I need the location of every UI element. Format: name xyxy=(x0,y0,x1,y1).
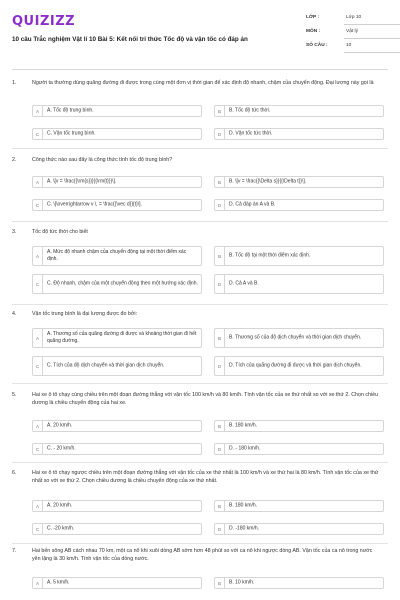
option-text: D. - 180 km/h. xyxy=(229,445,261,452)
option-text: A. 20 km/h. xyxy=(47,502,73,509)
option-text: A. 20 km/h. xyxy=(47,422,73,429)
option-text: D. Cả đáp án A và B. xyxy=(229,201,276,208)
option-text: D. -180 km/h. xyxy=(229,525,260,532)
option-text: D. Tích của quãng đường đi được và thời gian dịch chuyển. xyxy=(229,362,362,369)
option-letter: D xyxy=(215,444,225,454)
question-divider xyxy=(12,148,388,149)
option-d[interactable] xyxy=(214,199,384,211)
option-b[interactable] xyxy=(214,105,384,117)
page-title: 10 câu Trắc nghiệm Vật lí 10 Bài 5: Kết nối tri thức Tốc độ và vận tốc có đáp án xyxy=(12,36,248,43)
option-letter: B xyxy=(215,578,225,588)
option-letter: C xyxy=(33,357,43,375)
option-letter: C xyxy=(33,275,43,293)
option-text: C. Độ nhanh, chậm của một chuyển động theo một hướng xác định. xyxy=(47,280,198,287)
option-letter: A xyxy=(33,578,43,588)
meta-value: 10 xyxy=(346,43,352,48)
option-b[interactable] xyxy=(214,500,384,512)
option-text: A. Mức độ nhanh chậm của chuyển động tại một thời điểm xác định. xyxy=(47,249,187,262)
option-c[interactable] xyxy=(32,356,202,376)
option-letter: B xyxy=(215,421,225,431)
option-c[interactable] xyxy=(32,274,202,294)
option-text: A. Tốc độ trung bình. xyxy=(47,107,94,114)
option-text: A. 5 km/h. xyxy=(47,579,70,586)
option-text: C. -20 km/h. xyxy=(47,525,75,532)
option-letter: B xyxy=(215,501,225,511)
question-text: Tốc độ tức thời cho biết xyxy=(32,229,88,235)
option-letter: A xyxy=(33,329,43,347)
option-text: C. - 20 km/h. xyxy=(47,445,76,452)
option-letter: B xyxy=(215,106,225,116)
option-letter: B xyxy=(215,329,225,347)
option-a[interactable] xyxy=(32,246,202,266)
question-number: 7. xyxy=(12,548,17,554)
option-d[interactable] xyxy=(214,128,384,140)
option-text: C. \[\overrightarrow v \, = \frac{{\vec d}}{t}\]. xyxy=(47,201,142,208)
question-number: 4. xyxy=(12,311,17,317)
option-text: B. Tốc độ tại một thời điểm xác định. xyxy=(229,252,311,259)
option-letter: C xyxy=(33,444,43,454)
question-number: 6. xyxy=(12,470,17,476)
option-letter: D xyxy=(215,200,225,210)
option-c[interactable] xyxy=(32,199,202,211)
option-c[interactable] xyxy=(32,128,202,140)
question-divider xyxy=(12,304,388,305)
question-number: 5. xyxy=(12,392,17,398)
option-text: D. Vận tốc tức thời. xyxy=(229,130,273,137)
meta-label: LỚP : xyxy=(306,15,320,20)
option-text: C. Vận tốc trung bình. xyxy=(47,130,96,137)
meta-box xyxy=(306,12,400,54)
option-text: C. Tích của độ dịch chuyển và thời gian dịch chuyển. xyxy=(47,362,165,369)
option-letter: A xyxy=(33,106,43,116)
option-b[interactable] xyxy=(214,577,384,589)
meta-class-row xyxy=(306,12,400,26)
option-letter: D xyxy=(215,357,225,375)
meta-value: Vật lý xyxy=(346,29,358,34)
worksheet-header xyxy=(12,10,388,70)
quizizz-logo: QUIZIZZ xyxy=(12,14,76,29)
option-c[interactable] xyxy=(32,523,202,535)
option-letter: D xyxy=(215,524,225,534)
meta-count-row xyxy=(306,40,400,54)
meta-value: Lớp 10 xyxy=(346,15,362,20)
meta-underline xyxy=(344,24,400,25)
meta-subject-row xyxy=(306,26,400,40)
question-number: 1. xyxy=(12,80,17,86)
option-letter: A xyxy=(33,177,43,187)
meta-underline xyxy=(344,52,400,53)
option-d[interactable] xyxy=(214,443,384,455)
option-letter: C xyxy=(33,200,43,210)
option-b[interactable] xyxy=(214,328,384,348)
option-a[interactable] xyxy=(32,105,202,117)
option-b[interactable] xyxy=(214,176,384,188)
option-d[interactable] xyxy=(214,356,384,376)
option-a[interactable] xyxy=(32,577,202,589)
question-text: Vận tốc trung bình là đại lượng được đo bởi: xyxy=(32,311,137,317)
question-text: Hai xe ô tô chạy ngược chiều trên một đoạn đường thẳng với vận tốc của xe thứ nhất là 100 km/h và xe thứ hai là 80 km/h. Tính vận tốc của xe thứ nhất so với xe thứ 2. Chọn chiều dương là chiều chuyển động của xe thứ nhất. xyxy=(32,470,379,484)
option-a[interactable] xyxy=(32,420,202,432)
option-text: B. 180 km/h. xyxy=(229,422,258,429)
option-a[interactable] xyxy=(32,328,202,348)
option-letter: A xyxy=(33,421,43,431)
option-b[interactable] xyxy=(214,420,384,432)
question-text: Hai xe ô tô chạy cùng chiều trên một đoạn đường thẳng với vận tốc 100 km/h và 80 km/h. Tính vận tốc của xe thứ nhất so với xe thứ 2. Chọn chiều dương là chiều chuyển động của hai xe. xyxy=(32,392,379,406)
option-letter: B xyxy=(215,247,225,265)
option-text: B. Tốc độ tức thời. xyxy=(229,107,271,114)
question-divider xyxy=(12,462,388,463)
option-c[interactable] xyxy=(32,443,202,455)
question-divider xyxy=(12,221,388,222)
option-text: B. \[v = \frac{{\Delta s}}{{\Delta t}}\]. xyxy=(229,178,307,185)
option-text: B. 180 km/h. xyxy=(229,502,258,509)
option-text: A. Thương số của quãng đường đi được và khoảng thời gian đi hết quãng đường. xyxy=(47,331,197,344)
option-text: B. 10 km/h. xyxy=(229,579,255,586)
option-text: A. \[v = \frac{{\rm{s}}}{{\rm{t}}}\]. xyxy=(47,178,117,185)
option-b[interactable] xyxy=(214,246,384,266)
option-letter: C xyxy=(33,129,43,139)
option-d[interactable] xyxy=(214,274,384,294)
option-letter: A xyxy=(33,501,43,511)
option-a[interactable] xyxy=(32,176,202,188)
option-letter: C xyxy=(33,524,43,534)
option-letter: A xyxy=(33,247,43,265)
meta-label: SỐ CÂU : xyxy=(306,43,328,48)
option-letter: D xyxy=(215,275,225,293)
question-number: 3. xyxy=(12,229,17,235)
question-text: Công thức nào sau đây là công thức tính tốc độ trung bình? xyxy=(32,157,173,163)
option-a[interactable] xyxy=(32,500,202,512)
question-text: Hai bến sông AB cách nhau 70 km, một ca nô khi xuôi dòng AB sớm hơn 48 phút so với ca nô khi ngược dòng AB. Vận tốc của ca nô trong nước yên lặng là 30 km/h. Tính vận tốc của dòng nước. xyxy=(32,548,373,562)
option-d[interactable] xyxy=(214,523,384,535)
meta-label: MÔN : xyxy=(306,29,321,34)
question-text: Người ta thường dùng quãng đường đi được trong cùng một đơn vị thời gian để xác định độ nhanh, chậm của chuyển động. Đại lượng này gọi là xyxy=(32,80,374,86)
option-letter: D xyxy=(215,129,225,139)
question-divider xyxy=(12,383,388,384)
question-divider xyxy=(12,543,388,544)
question-number: 2. xyxy=(12,157,17,163)
option-text: B. Thương số của độ dịch chuyển và thời gian dịch chuyển. xyxy=(229,334,362,341)
option-text: D. Cả A và B. xyxy=(229,280,259,287)
option-letter: B xyxy=(215,177,225,187)
meta-underline xyxy=(344,38,400,39)
